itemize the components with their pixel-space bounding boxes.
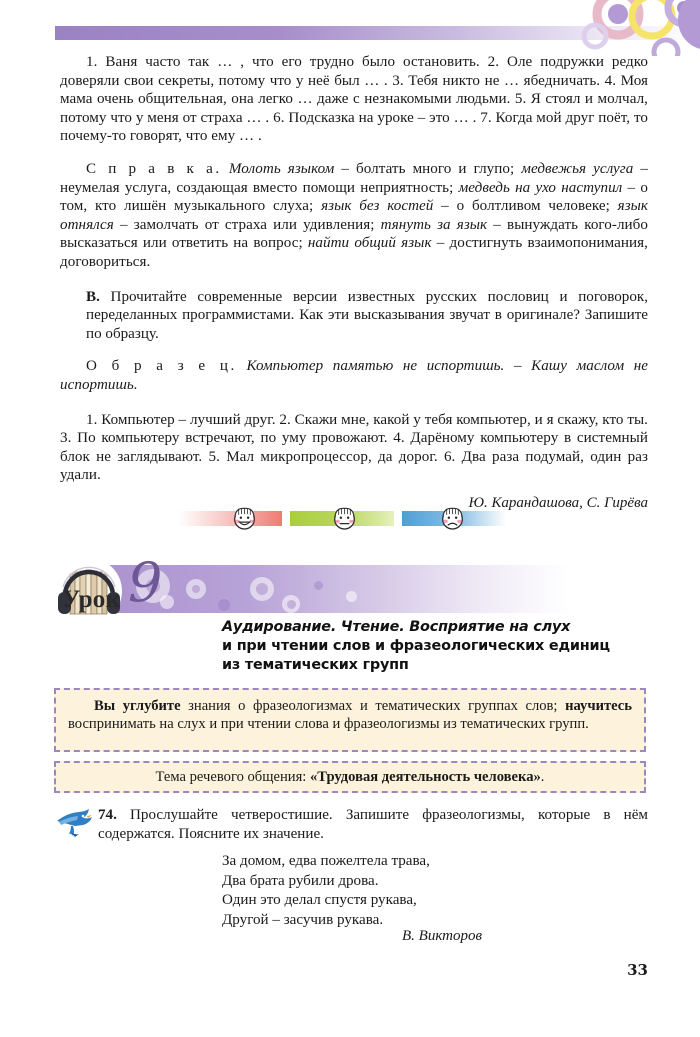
spravka-term-2: медведь на ухо наступил — [458, 179, 623, 196]
obrazec-paragraph — [60, 357, 648, 394]
spravka-term-4: язык отнялся — [60, 198, 649, 233]
proverbs-paragraph: 1. Компьютер – лучший друг. 2. Скажи мне, какой у тебя компьютер, и я скажу, кто ты. 3. По компьютеру встречают, по уму провожают. 4. Дарёному компьютеру в системный блок не заглядывают. 5. Мал микропроцессор, да дорог. 6. Два раза подумай, один раз удали. — [60, 411, 648, 484]
spravka-term-6: найти общий язык — [307, 235, 432, 252]
proverbs-authors: Ю. Карандашова, С. Гирёва — [468, 494, 648, 511]
spravka-term-3: язык без костей — [321, 198, 434, 215]
theme-box — [54, 761, 646, 793]
spravka-dash-5: – — [487, 216, 508, 233]
decorative-circles-icon — [500, 0, 700, 56]
spravka-dash-3: – — [433, 198, 457, 215]
spravka-dash-2: – — [622, 179, 641, 196]
lesson-word-label: Урок — [62, 586, 121, 613]
theme-value: «Трудовая деятельность человека» — [309, 769, 541, 785]
spravka-dash-0: – — [334, 160, 357, 177]
lesson-title-line-3: из тематических групп — [222, 657, 409, 673]
mood-assessment-row — [178, 506, 498, 532]
page-number: 33 — [627, 961, 648, 979]
spravka-term-0: Молоть языком — [228, 160, 335, 177]
spravka-def-6: достигнуть взаимопонимания, договориться. — [60, 235, 649, 270]
theme-box-text — [56, 763, 644, 794]
poem-line-3: Один это делал спустя рукава, — [222, 892, 417, 909]
goals-box — [54, 688, 646, 752]
task-b-marker: В. — [86, 288, 100, 305]
poem-line-4: Другой – засучив рукава. — [222, 911, 384, 928]
exercise-74-text: Прослушайте четверостишие. Запишите фразеологизмы, которые в нём содержатся. Поясните их значение. — [98, 807, 648, 842]
bird-icon — [55, 808, 97, 840]
spravka-paragraph — [60, 160, 648, 272]
exercise-73-sentences: 1. Ваня часто так … , что его трудно было остановить. 2. Оле подружки редко доверяли свои секреты, потому что у неё был … . 3. Тебя никто не … ябедничать. 4. Моя мама очень общительная, она легко … даже с незнакомыми людьми. 5. Я стоял и молчал, потому что у меня от страха … . 6. Подсказка на уроке – это … . 7. Когда мой друг поёт, то почему-то говорят, что ему … . — [60, 54, 648, 145]
lesson-title-line-2: и при чтении слов и фразеологических единиц — [222, 638, 610, 654]
spravka-term-1: медвежья услуга — [521, 160, 634, 177]
mood-bar-neutral[interactable] — [290, 511, 394, 526]
lesson-title — [222, 618, 648, 675]
task-b-paragraph — [60, 288, 648, 344]
mood-bar-happy[interactable] — [178, 511, 282, 526]
top-decoration — [0, 0, 700, 56]
goals-box-text — [56, 690, 644, 742]
poem-author: В. Викторов — [402, 928, 482, 944]
poem — [222, 852, 430, 930]
sad-face-icon — [438, 504, 467, 533]
exercise-74-block — [98, 806, 648, 843]
spravka-def-3: о болтливом человеке; — [456, 198, 618, 215]
theme-prefix: Тема речевого общения: — [155, 769, 310, 785]
spravka-dash-4: – — [113, 216, 134, 233]
happy-face-icon — [230, 504, 259, 533]
lesson-title-line-1: Аудирование. Чтение. Восприятие на слух — [222, 619, 571, 635]
spravka-dash-6: – — [431, 235, 450, 252]
goals-mid-2: воспринимать на слух и при чтении слова и фразеологизмы из тематических групп. — [68, 716, 589, 733]
obrazec-sample: Компьютер памятью не испортишь. – Кашу маслом не испортишь. — [60, 358, 648, 393]
obrazec-label: О б р а з е ц. — [86, 358, 237, 375]
mood-bar-sad[interactable] — [402, 511, 506, 526]
spravka-dash-1: – — [633, 160, 648, 177]
spravka-def-4: замолчать от страха или удивления; — [133, 216, 381, 233]
exercise-74-number: 74. — [98, 807, 117, 823]
theme-suffix: . — [540, 769, 545, 785]
spravka-def-5: вынуждать кого-либо высказаться или ответить на вопрос; — [60, 216, 648, 252]
spravka-label: С п р а в к а. — [86, 160, 222, 177]
poem-line-1: За домом, едва пожелтела трава, — [222, 853, 430, 869]
spravka-term-5: тянуть за язык — [380, 216, 488, 233]
task-b-text: Прочитайте современные версии известных русских пословиц и поговорок, переделанных программистами. Как эти высказывания звучат в оригинале? Запишите по образцу. — [86, 288, 648, 342]
poem-line-2: Два брата рубили дрова. — [222, 872, 379, 889]
lesson-banner — [100, 565, 568, 613]
main-text-column — [60, 53, 648, 512]
goals-mid-1: знания о фразеологизмах и тематических группах слов; — [180, 698, 566, 714]
goals-bold-1: Вы углубите — [94, 698, 181, 714]
lesson-number: 9 — [128, 551, 163, 614]
spravka-def-2: о том, кто лишён музыкального слуха; — [60, 179, 648, 215]
goals-bold-2: научитесь — [565, 698, 632, 714]
neutral-face-icon — [330, 504, 359, 533]
spravka-def-1: неумелая услуга, создающая вместо помощи неприятность; — [60, 179, 459, 196]
spravka-def-0: болтать много и глупо; — [356, 160, 522, 177]
